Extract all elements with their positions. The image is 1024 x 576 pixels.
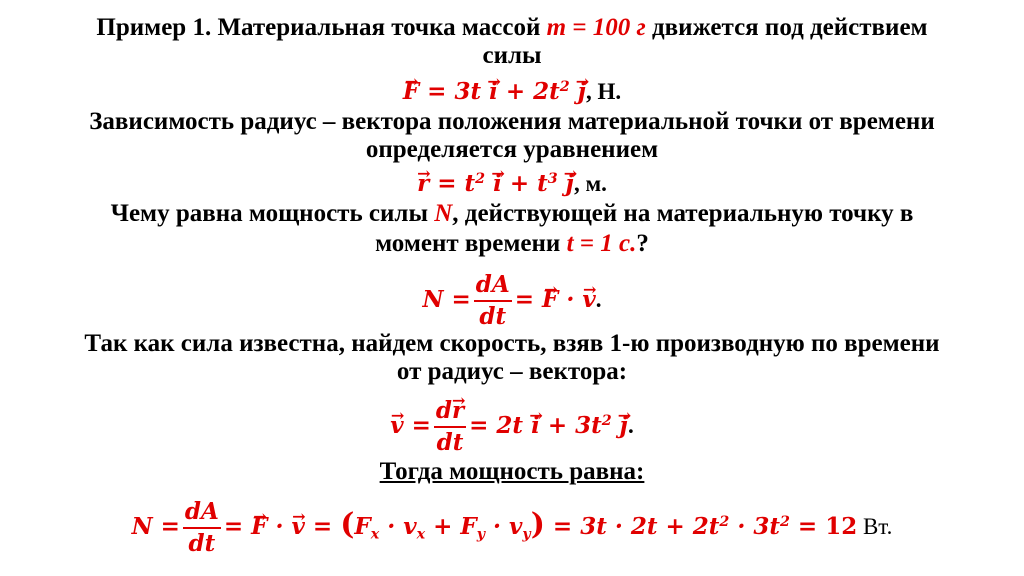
power-heading-line [0,458,1024,486]
time-value: t = 1 с. [566,230,637,257]
radius-vector-text: Зависимость радиус – вектора положения материальной точки от времени [89,108,935,135]
force-formula: → $F = 3t \to i + 2t^2 \to j$, Н. [0,78,1024,106]
velocity-intro-text-2: от радиус – вектора: [396,358,628,385]
velocity-intro-text: Так как сила известна, найдем скорость, взяв 1-ю производную по времени [84,330,940,357]
velocity-intro-line-2 [0,358,1024,386]
radius-vector-line [0,108,1024,136]
question-text: Чему равна мощность силы [110,200,435,227]
problem-title-line [0,14,1024,42]
radius-vector-formula: → $r = t^2 \to i + t^3 \to j$, м. [0,170,1024,198]
power-definition-formula: N = $\frac{dA}{dt}$ = → F · → v. [0,270,1024,320]
radius-vector-line-2 [0,136,1024,164]
question-text-3: момент времени [375,230,567,257]
power-unit: Вт. [857,514,893,539]
question-line-2 [0,230,1024,258]
radius-vector-text-2: определяется уравнением [365,136,659,163]
velocity-intro-line [0,330,1024,358]
power-symbol: N [434,200,453,227]
force-unit: , Н. [586,79,622,104]
radius-unit: , м. [574,171,607,196]
problem-title-text-2: движется под действием [645,14,928,41]
question-mark: ? [636,230,649,257]
mass-value: m = 100 г [546,14,646,41]
problem-title-line-2 [0,42,1024,70]
power-heading: Тогда мощность равна: [379,458,645,485]
velocity-formula: → v = $\frac{d\to r}{dt}$ = $2t \to i + 3t^2 \to j$. [0,396,1024,454]
question-text-2: , действующей на материальную точку в [452,200,914,227]
force-word: силы [482,42,542,69]
problem-title-text: Пример 1. Материальная точка массой [96,14,547,41]
power-result-formula: N = $\frac{dA}{dt}$ = → F · → $v = (F_x \cdot v_x + F_y \cdot v_y) = 3t \cdot 2t + 2t^2 \cdot 3t^2 = 12$ Вт. [0,494,1024,556]
question-line [0,200,1024,228]
power-result-value: 12 [825,513,858,540]
